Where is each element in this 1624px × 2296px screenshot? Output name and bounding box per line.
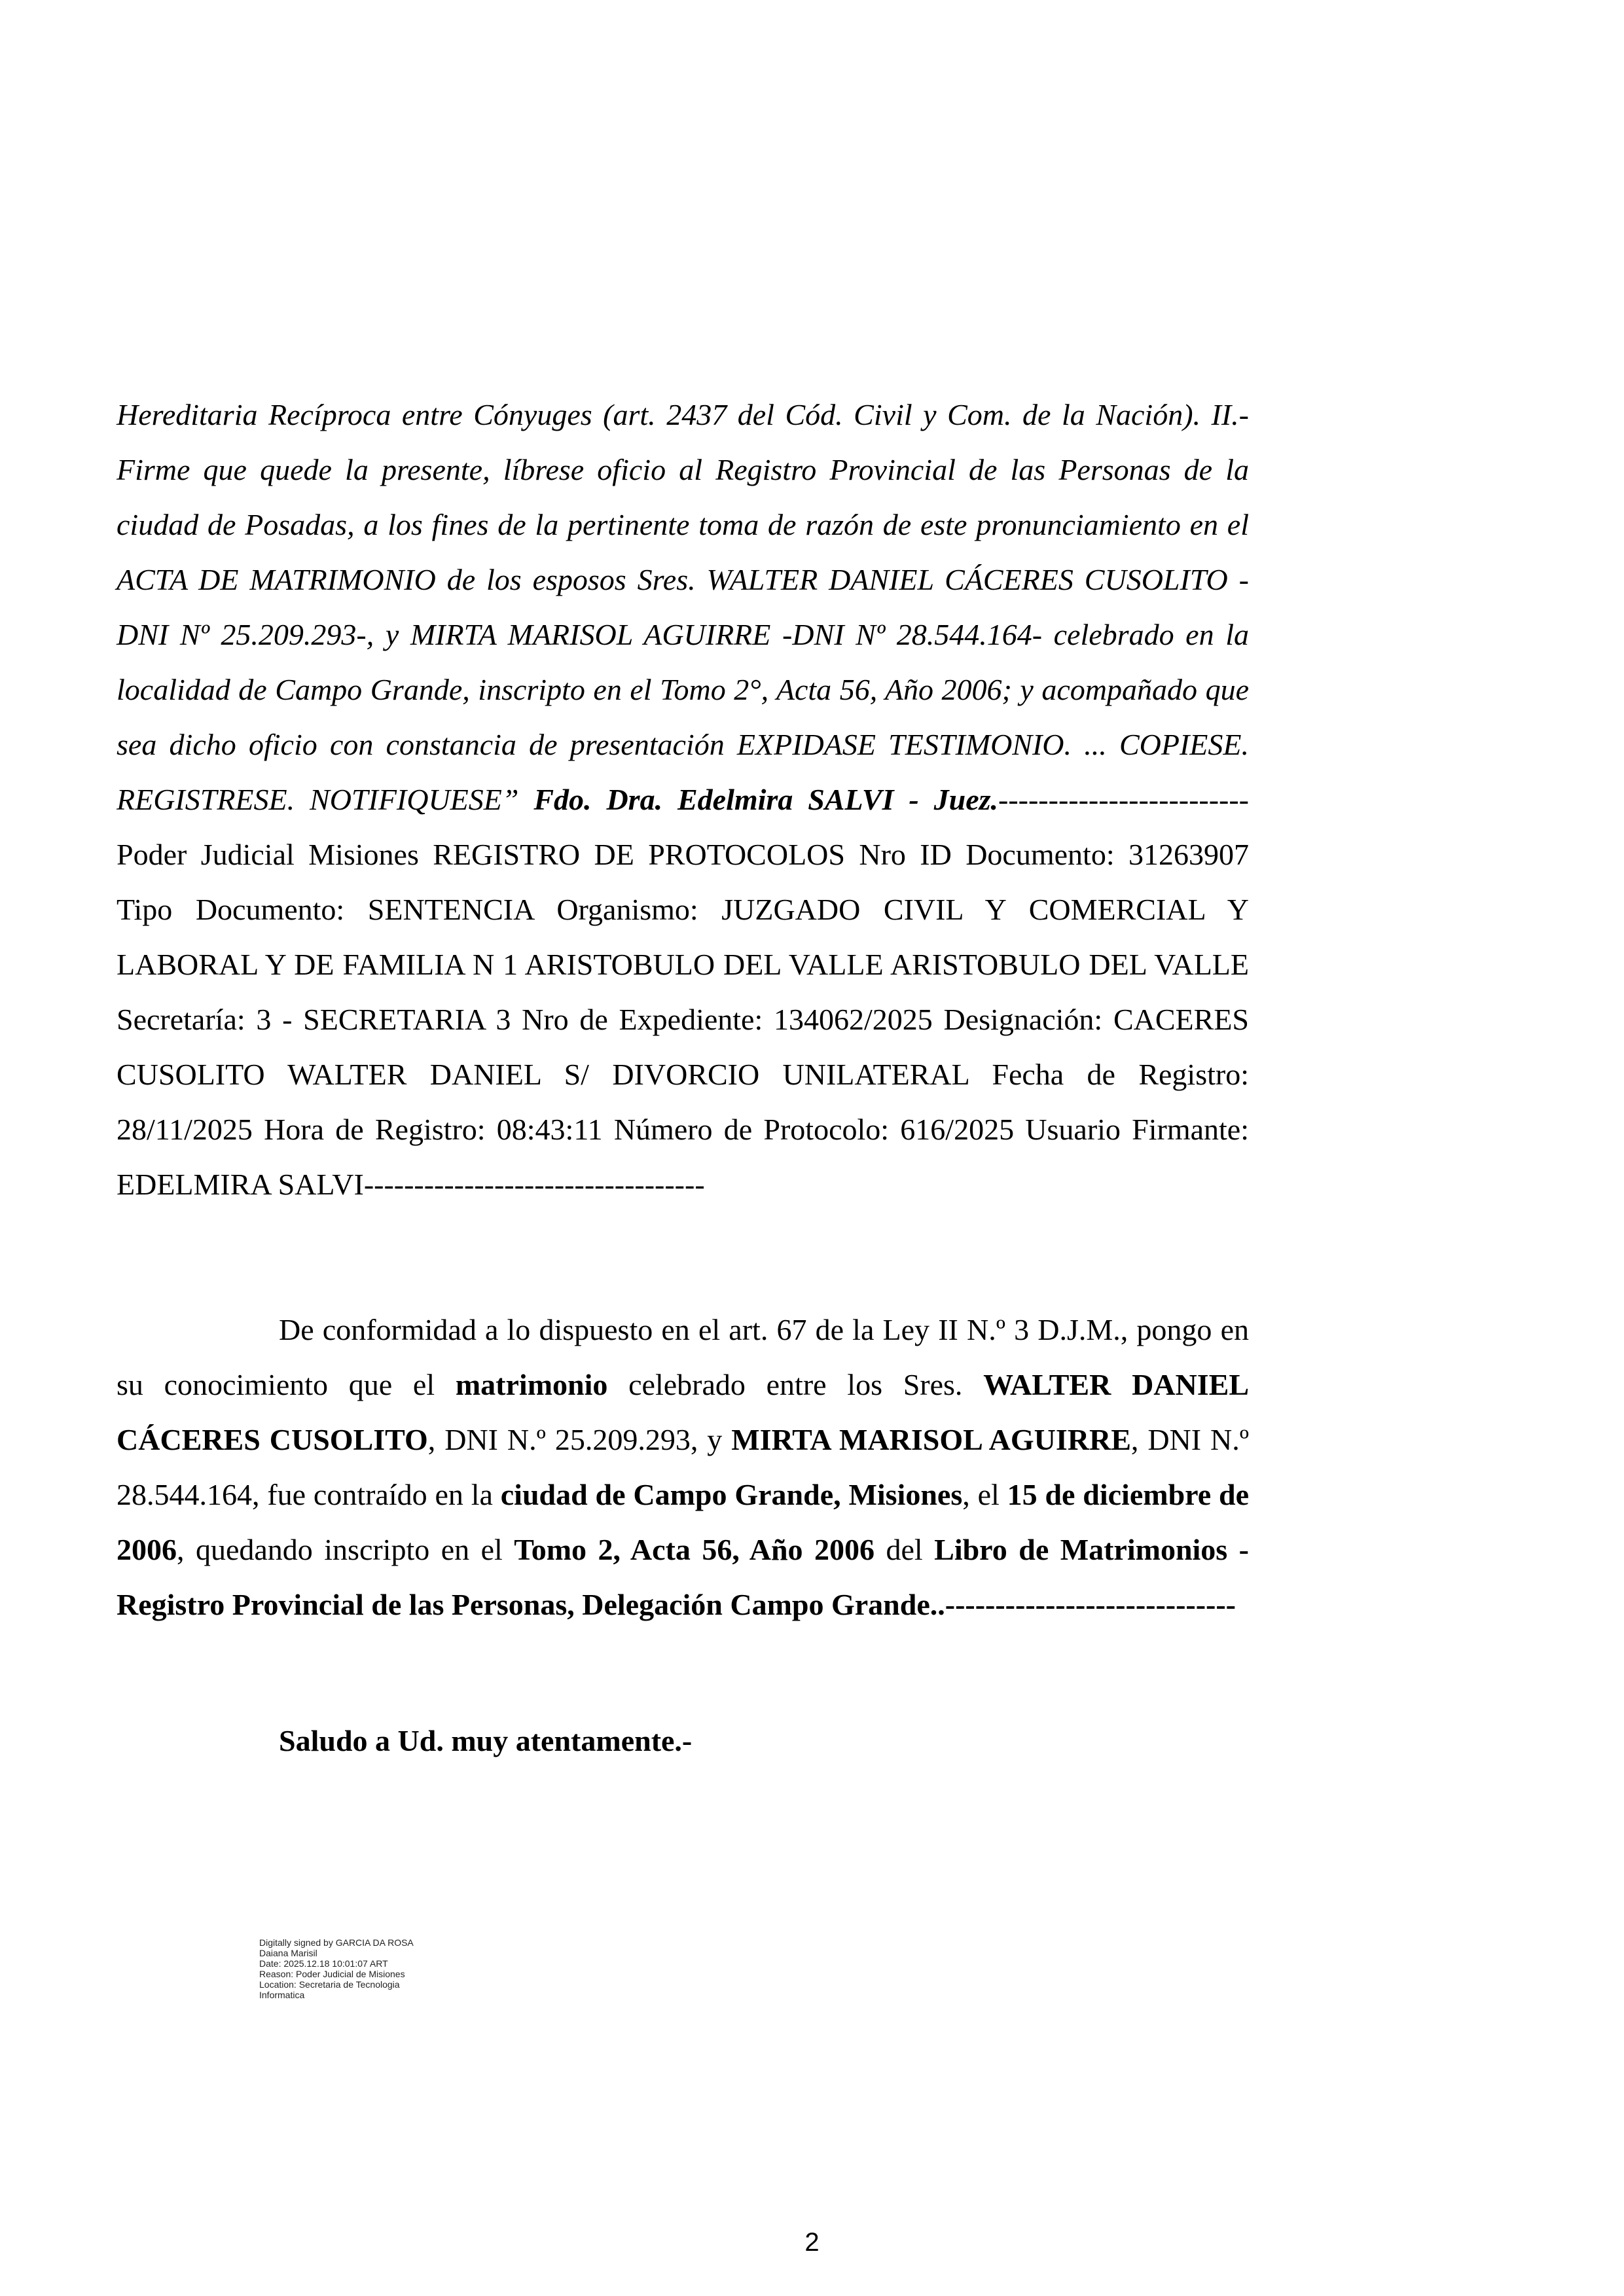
notice-text: De conformidad a lo dispuesto en el art. 67 de la Ley II N.º 3 D.J.M., pongo en su conocimiento que el — [117, 1313, 1249, 1401]
resolution-excerpt-paragraph — [117, 387, 1249, 1212]
protocol-registry-text: ------------------------- Poder Judicial Misiones REGISTRO DE PROTOCOLOS Nro ID Documento: 31263907 Tipo Documento: SENTENCIA Organismo: JUZGADO CIVIL Y COMERCIAL Y LABORAL Y DE FAMILIA N 1 ARISTOBULO DEL VALLE ARISTOBULO DEL VALLE Secretaría: 3 - SECRETARIA 3 Nro de Expediente: 134062/2025 Designación: CACERES CUSOLITO WALTER DANIEL S/ DIVORCIO UNILATERAL Fecha de Registro: 28/11/2025 Hora de Registro: 08:43:11 Número de Protocolo: 616/2025 Usuario Firmante: EDELMIRA SALVI---------------------------------- — [117, 783, 1249, 1201]
signature-line: Date: 2025.12.18 10:01:07 ART — [259, 1958, 388, 1969]
signature-line: Reason: Poder Judicial de Misiones — [259, 1969, 405, 1979]
spouse-name: MIRTA MARISOL AGUIRRE — [731, 1423, 1131, 1456]
spouse-name: WALTER DANIEL CÁCERES CUSOLITO — [117, 1368, 1249, 1456]
registry-volume: Tomo 2, Acta 56, Año 2006 — [514, 1533, 875, 1566]
notice-bold-text: matrimonio — [455, 1368, 608, 1401]
notice-text: celebrado entre los Sres. — [607, 1368, 984, 1401]
notice-text: , DNI N.º 25.209.293, y — [427, 1423, 732, 1456]
closing-salutation: Saludo a Ud. muy atentamente.- — [279, 1724, 693, 1757]
notice-text: del — [875, 1533, 935, 1566]
page-number: 2 — [804, 2228, 820, 2257]
notice-dashes: ..----------------------------- — [929, 1588, 1236, 1621]
resolution-quoted-text: Hereditaria Recíproca entre Cónyuges (art. 2437 del Cód. Civil y Com. de la Nación). II.- Firme que quede la presente, líbrese oficio al Registro Provincial de las Personas de la ciudad de Posadas, a los fines de la pertinente toma de razón de este pronunciamiento en el ACTA DE MATRIMONIO de los esposos Sres. WALTER DANIEL CÁCERES CUSOLITO -DNI Nº 25.209.293-, y MIRTA MARISOL AGUIRRE -DNI Nº 28.544.164- celebrado en la localidad de Campo Grande, inscripto en el Tomo 2°, Acta 56, Año 2006; y acompañado que sea dicho oficio con constancia de presentación EXPIDASE TESTIMONIO. ... COPIESE. REGISTRESE. NOTIFIQUESE” — [117, 398, 1249, 816]
signature-line: Location: Secretaria de Tecnologia — [259, 1979, 400, 1990]
signature-line: Digitally signed by GARCIA DA ROSA — [259, 1937, 414, 1948]
notice-text: , DNI N.º 28.544.164, fue contraído en la — [117, 1423, 1249, 1511]
notice-text: , el — [962, 1478, 1007, 1511]
registry-book: Libro de Matrimonios - Registro Provincial de las Personas, Delegación Campo Grande — [117, 1533, 1249, 1621]
notice-text: , quedando inscripto en el — [177, 1533, 514, 1566]
marriage-notice-paragraph — [117, 1302, 1249, 1632]
marriage-date: 15 de diciembre de 2006 — [117, 1478, 1249, 1566]
signature-line: Daiana Marisil — [259, 1948, 317, 1958]
digital-signature-stamp — [259, 1937, 495, 2000]
marriage-place: ciudad de Campo Grande, Misiones — [500, 1478, 963, 1511]
judge-signature-line: Fdo. Dra. Edelmira SALVI - Juez. — [533, 783, 999, 816]
signature-line: Informatica — [259, 1990, 305, 2000]
